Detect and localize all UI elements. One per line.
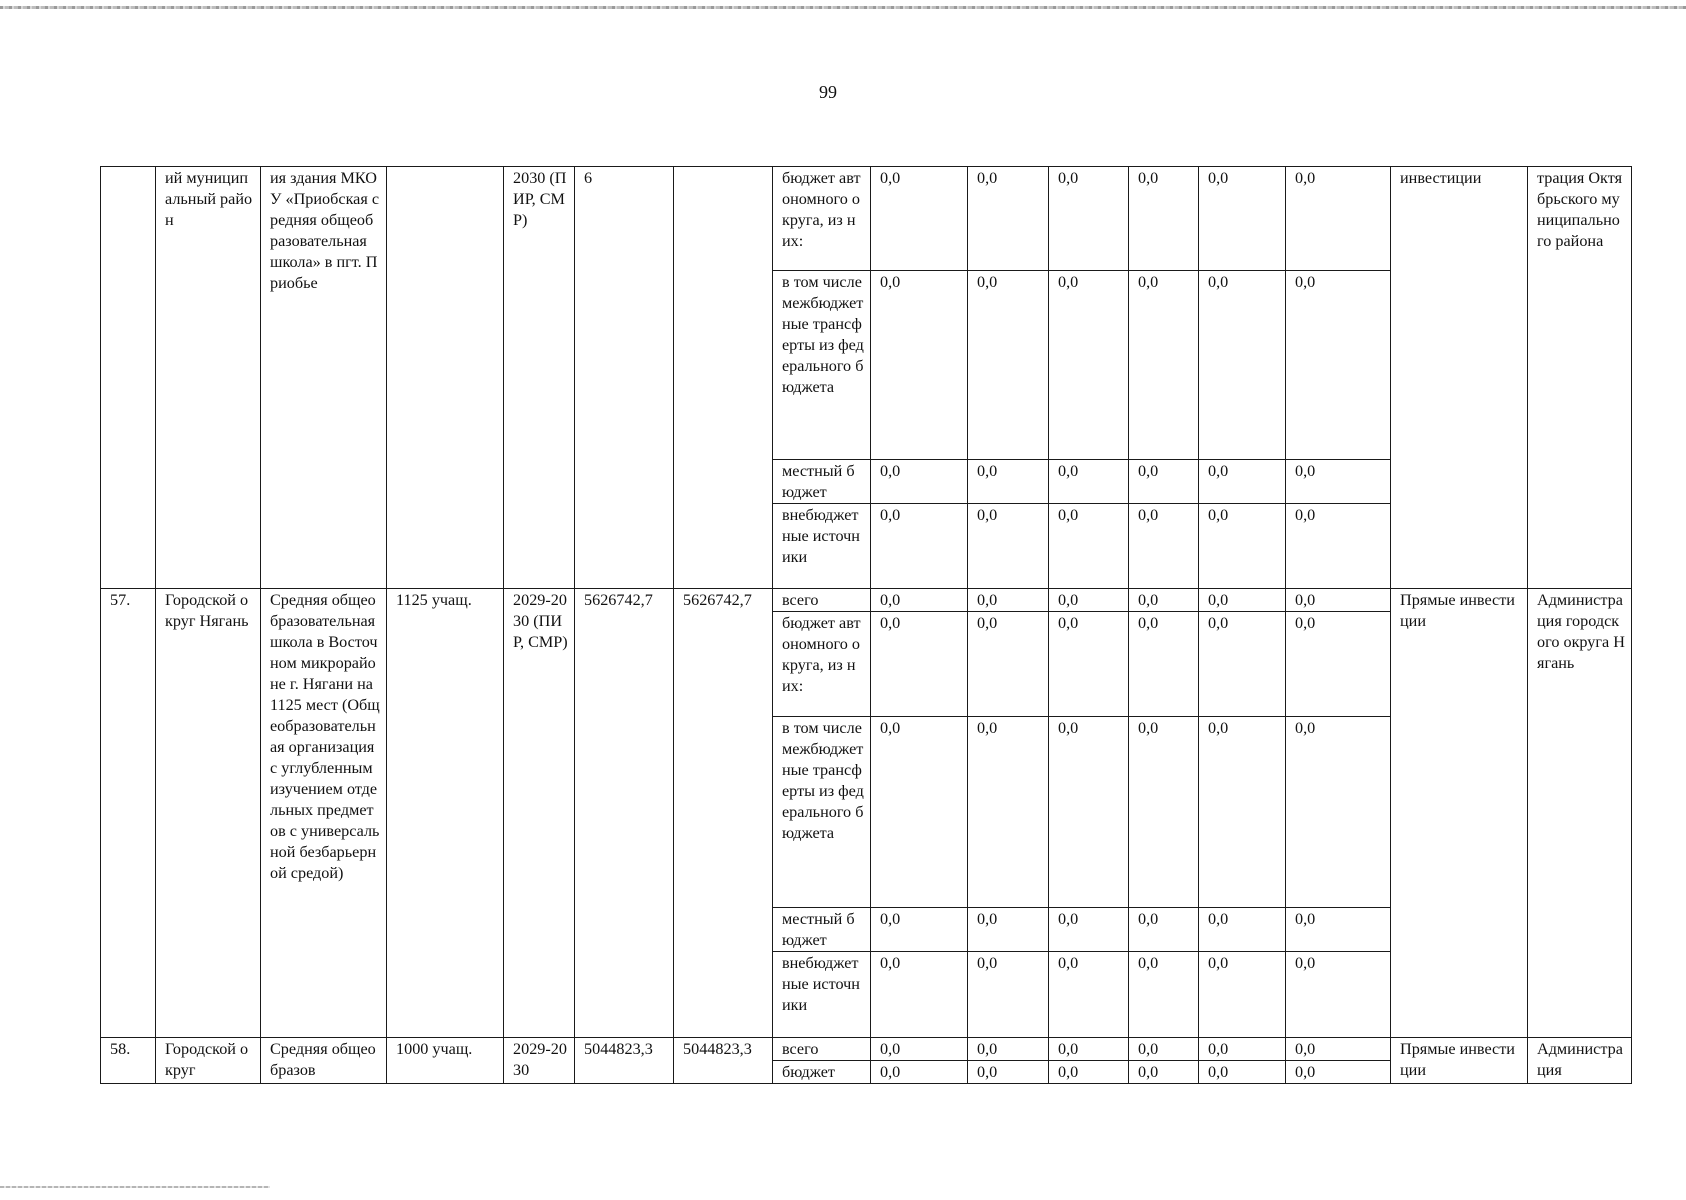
- value-cell: 0,0: [968, 460, 1049, 504]
- value-cell: 0,0: [1286, 908, 1391, 952]
- source-label-cell: местный бюджет: [773, 908, 871, 952]
- table-row: [101, 1038, 1632, 1061]
- source-label-cell: бюджет: [773, 1061, 871, 1084]
- value-cell: 0,0: [1129, 952, 1199, 1038]
- object-name-cell: ия здания МКОУ «Приобская средняя общеобразовательная школа» в пгт. Приобье: [261, 167, 387, 589]
- mechanism-cell: инвестиции: [1391, 167, 1528, 589]
- page-number: 99: [819, 82, 837, 102]
- value-cell: 0,0: [1286, 271, 1391, 460]
- source-label-cell: всего: [773, 589, 871, 612]
- value-cell: 0,0: [1199, 460, 1286, 504]
- value-cell: 0,0: [1199, 908, 1286, 952]
- source-label-cell: в том числе межбюджетные трансферты из федерального бюджета: [773, 271, 871, 460]
- value-cell: 0,0: [871, 1038, 968, 1061]
- value-cell: 0,0: [871, 1061, 968, 1084]
- mechanism-cell: Прямые инвестиции: [1391, 589, 1528, 1038]
- value-cell: 0,0: [1129, 717, 1199, 908]
- value-cell: 0,0: [1286, 589, 1391, 612]
- value-cell: 0,0: [871, 271, 968, 460]
- cost-total-cell: 5626742,7: [575, 589, 674, 1038]
- value-cell: 0,0: [1049, 271, 1129, 460]
- customer-cell: трация Октябрьского муниципального района: [1528, 167, 1632, 589]
- value-cell: 0,0: [1129, 1038, 1199, 1061]
- value-cell: 0,0: [1129, 504, 1199, 589]
- value-cell: 0,0: [1049, 612, 1129, 717]
- value-cell: 0,0: [871, 460, 968, 504]
- cost-total-cell: 6: [575, 167, 674, 589]
- value-cell: 0,0: [871, 908, 968, 952]
- table-row: [101, 589, 1632, 612]
- value-cell: 0,0: [1129, 460, 1199, 504]
- capacity-cell: 1000 учащ.: [387, 1038, 504, 1084]
- value-cell: 0,0: [1129, 271, 1199, 460]
- value-cell: 0,0: [1199, 952, 1286, 1038]
- value-cell: 0,0: [968, 717, 1049, 908]
- value-cell: 0,0: [871, 612, 968, 717]
- value-cell: 0,0: [1049, 908, 1129, 952]
- period-cell: 2030 (ПИР, СМР): [504, 167, 575, 589]
- row-number-cell: 57.: [101, 589, 156, 1038]
- municipality-cell: ий муниципальный район: [156, 167, 261, 589]
- value-cell: 0,0: [1199, 167, 1286, 271]
- value-cell: 0,0: [1129, 908, 1199, 952]
- value-cell: 0,0: [1286, 1061, 1391, 1084]
- value-cell: 0,0: [1129, 167, 1199, 271]
- source-label-cell: бюджет автономного округа, из них:: [773, 612, 871, 717]
- object-name-cell: Средняя общеобразовательная школа в Восточном микрорайоне г. Нягани на 1125 мест (Общеобразовательная организация с углубленным изучением отдельных предметов с универсальной безбарьерной средой): [261, 589, 387, 1038]
- value-cell: 0,0: [1286, 1038, 1391, 1061]
- source-label-cell: бюджет автономного округа, из них:: [773, 167, 871, 271]
- investment-objects-table: [100, 166, 1632, 1084]
- value-cell: 0,0: [1286, 952, 1391, 1038]
- value-cell: 0,0: [1286, 167, 1391, 271]
- source-label-cell: местный бюджет: [773, 460, 871, 504]
- value-cell: 0,0: [1049, 717, 1129, 908]
- value-cell: 0,0: [968, 504, 1049, 589]
- value-cell: 0,0: [1049, 1061, 1129, 1084]
- value-cell: 0,0: [1199, 717, 1286, 908]
- value-cell: 0,0: [1286, 717, 1391, 908]
- value-cell: 0,0: [968, 1061, 1049, 1084]
- value-cell: 0,0: [1199, 504, 1286, 589]
- value-cell: 0,0: [1286, 504, 1391, 589]
- cost-remaining-cell: [674, 167, 773, 589]
- row-number-cell: 58.: [101, 1038, 156, 1084]
- value-cell: 0,0: [1049, 952, 1129, 1038]
- value-cell: 0,0: [968, 271, 1049, 460]
- value-cell: 0,0: [1129, 1061, 1199, 1084]
- value-cell: 0,0: [871, 717, 968, 908]
- period-cell: 2029-2030 (ПИР, СМР): [504, 589, 575, 1038]
- capacity-cell: 1125 учащ.: [387, 589, 504, 1038]
- value-cell: 0,0: [871, 589, 968, 612]
- value-cell: 0,0: [871, 504, 968, 589]
- mechanism-cell: Прямые инвестиции: [1391, 1038, 1528, 1084]
- value-cell: 0,0: [1049, 460, 1129, 504]
- source-label-cell: всего: [773, 1038, 871, 1061]
- value-cell: 0,0: [1199, 1061, 1286, 1084]
- value-cell: 0,0: [1049, 1038, 1129, 1061]
- source-label-cell: внебюджетные источники: [773, 504, 871, 589]
- value-cell: 0,0: [871, 952, 968, 1038]
- value-cell: 0,0: [1129, 589, 1199, 612]
- row-number-cell: [101, 167, 156, 589]
- cost-remaining-cell: 5626742,7: [674, 589, 773, 1038]
- table-row: [101, 167, 1632, 271]
- value-cell: 0,0: [968, 612, 1049, 717]
- value-cell: 0,0: [1129, 612, 1199, 717]
- value-cell: 0,0: [968, 589, 1049, 612]
- object-name-cell: Средняя общеобразов: [261, 1038, 387, 1084]
- municipality-cell: Городской округ Нягань: [156, 589, 261, 1038]
- cost-remaining-cell: 5044823,3: [674, 1038, 773, 1084]
- value-cell: 0,0: [1049, 589, 1129, 612]
- scan-edge-top: [0, 6, 1686, 9]
- value-cell: 0,0: [1286, 612, 1391, 717]
- capacity-cell: [387, 167, 504, 589]
- value-cell: 0,0: [968, 952, 1049, 1038]
- scan-edge-bottom: [0, 1186, 270, 1188]
- period-cell: 2029-2030: [504, 1038, 575, 1084]
- value-cell: 0,0: [968, 167, 1049, 271]
- value-cell: 0,0: [871, 167, 968, 271]
- customer-cell: Администрация городского округа Нягань: [1528, 589, 1632, 1038]
- value-cell: 0,0: [968, 908, 1049, 952]
- cost-total-cell: 5044823,3: [575, 1038, 674, 1084]
- customer-cell: Администрация: [1528, 1038, 1632, 1084]
- source-label-cell: внебюджетные источники: [773, 952, 871, 1038]
- municipality-cell: Городской округ: [156, 1038, 261, 1084]
- source-label-cell: в том числе межбюджетные трансферты из федерального бюджета: [773, 717, 871, 908]
- value-cell: 0,0: [1049, 167, 1129, 271]
- value-cell: 0,0: [1199, 271, 1286, 460]
- value-cell: 0,0: [1286, 460, 1391, 504]
- value-cell: 0,0: [1199, 612, 1286, 717]
- value-cell: 0,0: [968, 1038, 1049, 1061]
- value-cell: 0,0: [1199, 589, 1286, 612]
- value-cell: 0,0: [1199, 1038, 1286, 1061]
- value-cell: 0,0: [1049, 504, 1129, 589]
